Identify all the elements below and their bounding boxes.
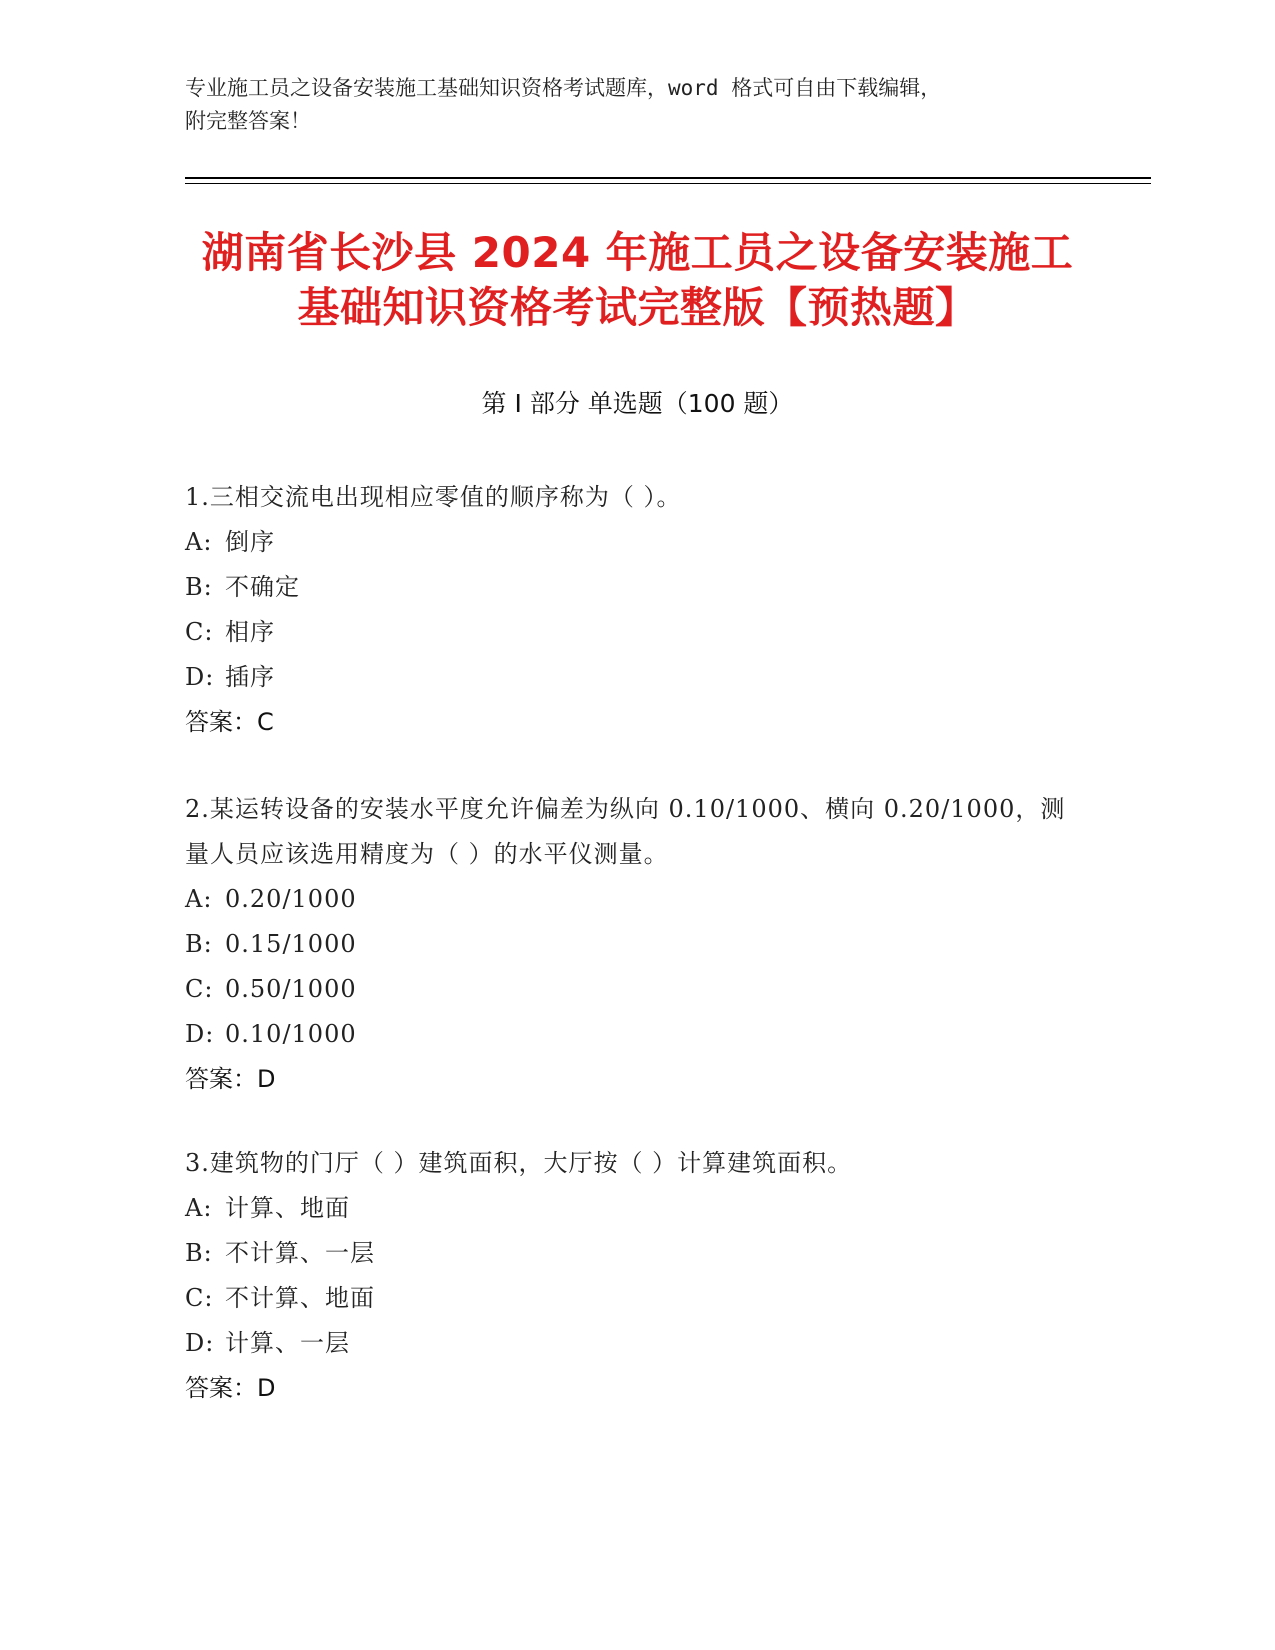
option-letter: B:	[185, 573, 213, 601]
header-note	[185, 72, 1085, 138]
document-title-line: 基础知识资格考试完整版【预热题】	[297, 283, 978, 332]
header-divider-thin	[185, 183, 1151, 184]
question-stem: 2.某运转设备的安装水平度允许偏差为纵向 0.10/1000、横向 0.20/1000，测量人员应该选用精度为（ ）的水平仪测量。	[185, 795, 1066, 868]
option-a	[185, 1186, 1085, 1231]
option-text: 不确定	[225, 573, 300, 601]
option-b	[185, 565, 1085, 610]
option-text: 不计算、地面	[225, 1284, 375, 1312]
option-text: 0.15/1000	[225, 930, 357, 958]
answer-text: 答案：D	[185, 1065, 276, 1093]
option-d	[185, 655, 1085, 700]
option-letter: C:	[185, 975, 214, 1003]
header-note-line: 专业施工员之设备安装施工基础知识资格考试题库，word 格式可自由下载编辑，	[185, 76, 942, 100]
option-a	[185, 520, 1085, 565]
option-text: 插序	[225, 663, 275, 691]
option-text: 计算、地面	[225, 1194, 350, 1222]
option-b	[185, 922, 1085, 967]
option-letter: C:	[185, 1284, 214, 1312]
option-text: 0.20/1000	[225, 885, 357, 913]
answer-text: 答案：D	[185, 1374, 276, 1402]
option-text: 0.10/1000	[225, 1020, 357, 1048]
question-block	[185, 1141, 1085, 1411]
option-text: 0.50/1000	[225, 975, 357, 1003]
option-letter: D:	[185, 663, 215, 691]
question-stem: 1.三相交流电出现相应零值的顺序称为（ ）。	[185, 483, 682, 511]
question-block	[185, 475, 1085, 745]
option-letter: B:	[185, 930, 213, 958]
option-text: 不计算、一层	[225, 1239, 375, 1267]
option-d	[185, 1321, 1085, 1366]
option-letter: A:	[185, 885, 213, 913]
option-b	[185, 1231, 1085, 1276]
document-title	[150, 225, 1125, 335]
option-letter: B:	[185, 1239, 213, 1267]
document-title-line: 湖南省长沙县 2024 年施工员之设备安装施工	[201, 228, 1074, 277]
option-a	[185, 877, 1085, 922]
question-block	[185, 787, 1085, 1102]
section-heading: 第 I 部分 单选题（100 题）	[481, 389, 794, 418]
option-c	[185, 1276, 1085, 1321]
option-text: 计算、一层	[225, 1329, 350, 1357]
option-letter: C:	[185, 618, 214, 646]
answer-text: 答案：C	[185, 708, 274, 736]
option-letter: A:	[185, 528, 213, 556]
option-letter: D:	[185, 1329, 215, 1357]
header-divider-thick	[185, 177, 1151, 179]
option-c	[185, 967, 1085, 1012]
option-letter: D:	[185, 1020, 215, 1048]
option-d	[185, 1012, 1085, 1057]
question-stem: 3.建筑物的门厅（ ）建筑面积，大厅按（ ）计算建筑面积。	[185, 1149, 853, 1177]
header-note-line: 附完整答案！	[185, 109, 311, 133]
option-c	[185, 610, 1085, 655]
option-letter: A:	[185, 1194, 213, 1222]
option-text: 倒序	[225, 528, 275, 556]
option-text: 相序	[225, 618, 275, 646]
